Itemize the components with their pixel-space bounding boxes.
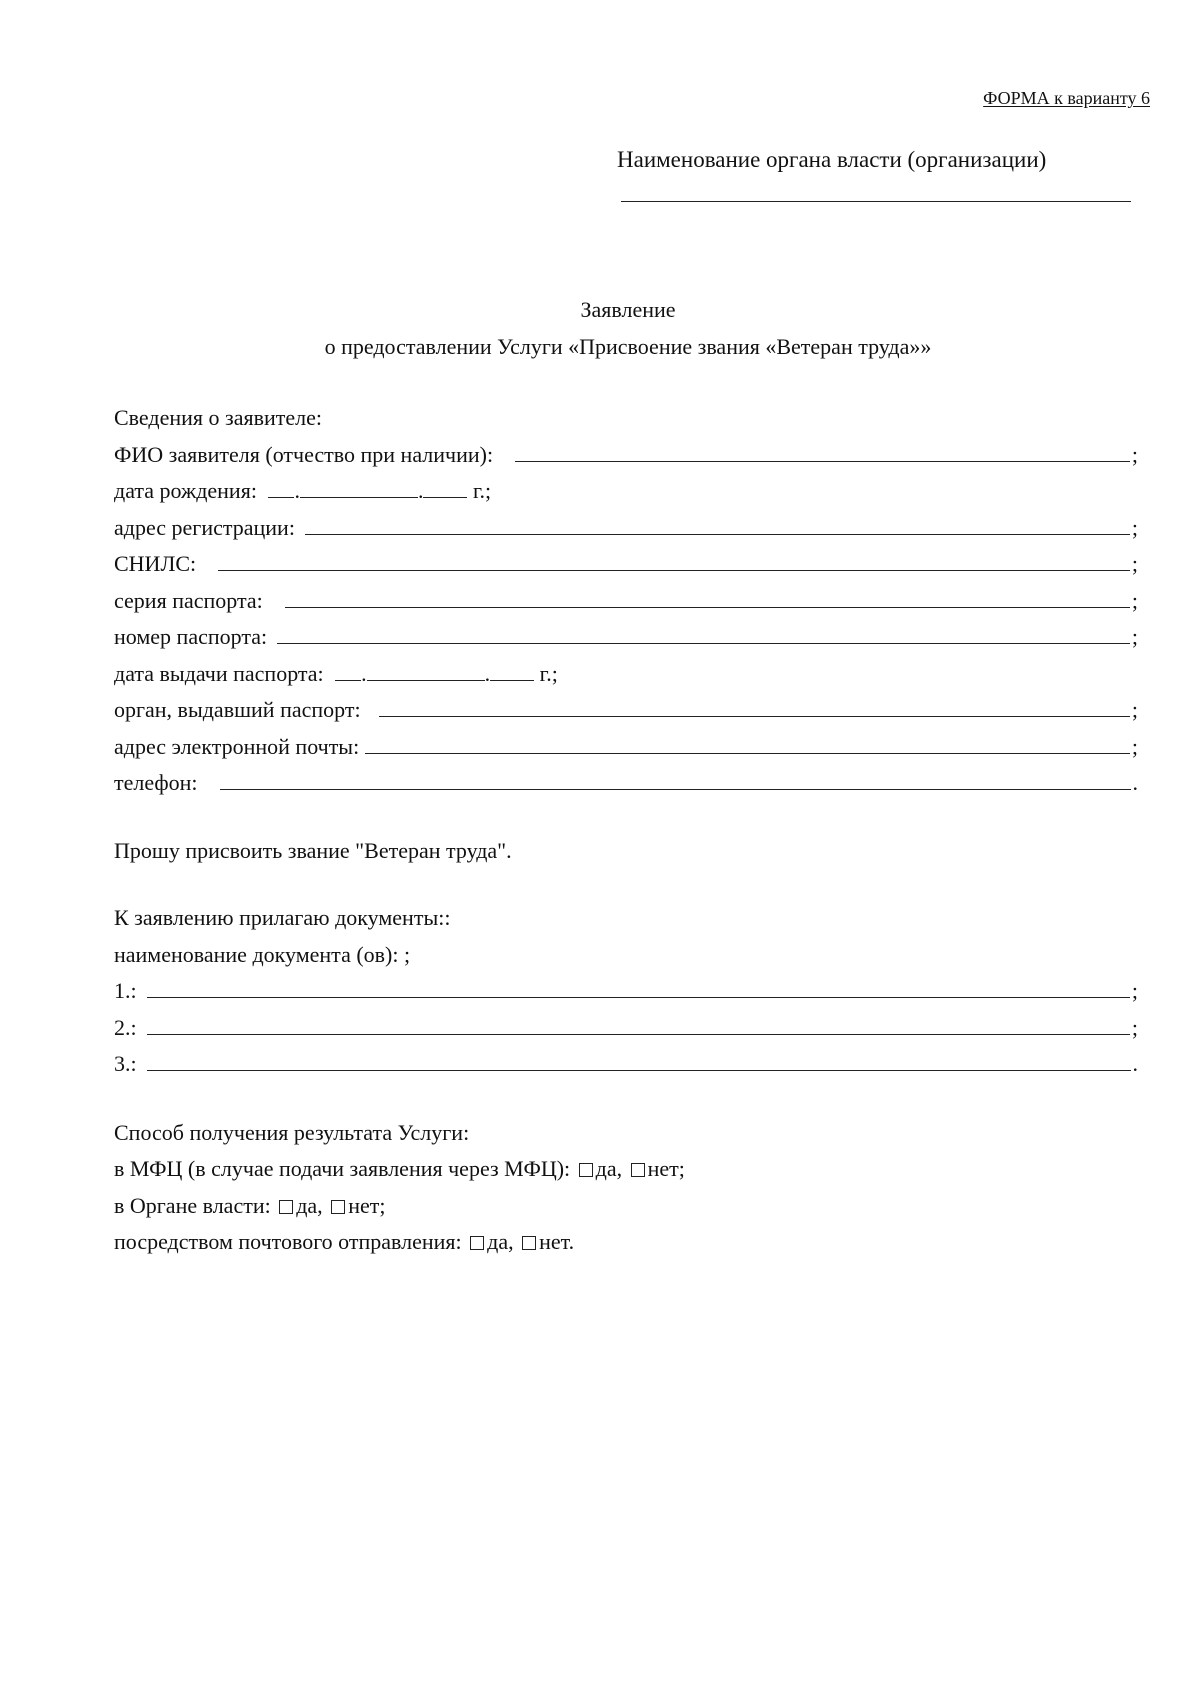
passport-year-suffix: г.; bbox=[539, 660, 558, 686]
fio-end: ; bbox=[1131, 441, 1138, 467]
phone-row bbox=[114, 765, 1138, 802]
result-post-label: посредством почтового отправления: bbox=[114, 1229, 462, 1254]
address-row bbox=[114, 510, 1138, 547]
document-row-2 bbox=[114, 1010, 1138, 1047]
passport-series-end: ; bbox=[1131, 587, 1138, 613]
request-text: Прошу присвоить звание "Ветеран труда". bbox=[114, 837, 512, 863]
result-mfc-row bbox=[114, 1151, 1138, 1188]
form-reference: ФОРМА к варианту 6 bbox=[983, 88, 1150, 108]
address-label: адрес регистрации: bbox=[114, 514, 295, 540]
birth-date-row bbox=[114, 473, 1138, 510]
date-separator: . bbox=[484, 660, 491, 686]
document-end-1: ; bbox=[1131, 978, 1138, 1003]
passport-issuer-label: орган, выдавший паспорт: bbox=[114, 697, 361, 722]
documents-name-label: наименование документа (ов): ; bbox=[114, 941, 411, 967]
authority-no-label: нет; bbox=[348, 1192, 386, 1218]
birth-year-field[interactable] bbox=[423, 477, 467, 498]
document-row-1 bbox=[114, 973, 1138, 1010]
result-authority-label: в Органе власти: bbox=[114, 1192, 271, 1218]
passport-issuer-end: ; bbox=[1131, 697, 1138, 722]
mfc-no-checkbox[interactable] bbox=[631, 1163, 645, 1177]
result-authority-row bbox=[114, 1188, 1138, 1225]
snils-row bbox=[114, 546, 1138, 583]
phone-label: телефон: bbox=[114, 770, 198, 795]
document-field-2[interactable] bbox=[147, 1014, 1130, 1035]
birth-year-suffix: г.; bbox=[472, 478, 492, 503]
fio-row bbox=[114, 437, 1138, 474]
email-end: ; bbox=[1131, 733, 1138, 759]
passport-series-label: серия паспорта: bbox=[114, 587, 263, 613]
document-number-2: 2.: bbox=[114, 1014, 137, 1040]
snils-label: СНИЛС: bbox=[114, 551, 197, 576]
authority-yes-checkbox[interactable] bbox=[279, 1200, 293, 1214]
spacer bbox=[114, 802, 1138, 833]
organization-block bbox=[617, 145, 1127, 202]
phone-field[interactable] bbox=[220, 769, 1131, 790]
post-no-label: нет. bbox=[539, 1229, 575, 1254]
email-row bbox=[114, 729, 1138, 766]
passport-day-field[interactable] bbox=[335, 660, 361, 681]
fio-label: ФИО заявителя (отчество при наличии): bbox=[114, 441, 494, 467]
passport-year-field[interactable] bbox=[490, 660, 534, 681]
email-field[interactable] bbox=[365, 733, 1130, 754]
address-end: ; bbox=[1131, 514, 1138, 540]
result-post-row bbox=[114, 1224, 1138, 1261]
birth-month-field[interactable] bbox=[300, 477, 418, 498]
passport-date-label: дата выдачи паспорта: bbox=[114, 660, 324, 686]
snils-end: ; bbox=[1131, 551, 1138, 576]
title-line-1: Заявление bbox=[580, 297, 676, 322]
spacer bbox=[114, 869, 1138, 900]
date-separator: . bbox=[417, 478, 424, 503]
passport-number-label: номер паспорта: bbox=[114, 624, 268, 649]
date-separator: . bbox=[361, 660, 367, 686]
document-number-1: 1.: bbox=[114, 978, 137, 1003]
post-yes-checkbox[interactable] bbox=[470, 1236, 484, 1250]
documents-heading: К заявлению прилагаю документы:: bbox=[114, 905, 451, 930]
post-no-checkbox[interactable] bbox=[522, 1236, 536, 1250]
authority-no-checkbox[interactable] bbox=[331, 1200, 345, 1214]
snils-field[interactable] bbox=[218, 550, 1130, 571]
passport-number-row bbox=[114, 619, 1138, 656]
document-field-3[interactable] bbox=[147, 1050, 1131, 1071]
passport-issuer-row bbox=[114, 692, 1138, 729]
organization-name-field[interactable] bbox=[621, 201, 1131, 202]
mfc-no-label: нет; bbox=[647, 1156, 685, 1181]
spacer bbox=[114, 1083, 1138, 1115]
organization-label: Наименование органа власти (организации) bbox=[617, 147, 1047, 172]
date-separator: . bbox=[294, 478, 300, 503]
mfc-yes-checkbox[interactable] bbox=[579, 1163, 593, 1177]
document-field-1[interactable] bbox=[147, 977, 1130, 998]
document-number-3: 3.: bbox=[114, 1051, 137, 1076]
applicant-heading: Сведения о заявителе: bbox=[114, 405, 323, 430]
title-line-2: о предоставлении Услуги «Присвоение звания «Ветеран труда»» bbox=[324, 334, 932, 359]
result-heading: Способ получения результата Услуги: bbox=[114, 1119, 470, 1145]
birth-date-label: дата рождения: bbox=[114, 478, 257, 503]
passport-issuer-field[interactable] bbox=[379, 696, 1130, 717]
result-mfc-label: в МФЦ (в случае подачи заявления через МФЦ): bbox=[114, 1156, 571, 1181]
passport-series-row bbox=[114, 583, 1138, 620]
post-yes-label: да, bbox=[487, 1229, 514, 1254]
passport-month-field[interactable] bbox=[367, 660, 485, 681]
fio-field[interactable] bbox=[515, 441, 1130, 462]
email-label: адрес электронной почты: bbox=[114, 733, 360, 759]
authority-yes-label: да, bbox=[296, 1192, 323, 1218]
address-field[interactable] bbox=[305, 514, 1130, 535]
document-title bbox=[0, 291, 1200, 365]
document-end-3: . bbox=[1132, 1051, 1138, 1076]
mfc-yes-label: да, bbox=[595, 1156, 623, 1181]
passport-number-end: ; bbox=[1131, 624, 1138, 649]
passport-date-row bbox=[114, 656, 1138, 693]
phone-end: . bbox=[1132, 770, 1138, 795]
birth-day-field[interactable] bbox=[268, 477, 294, 498]
form-body bbox=[114, 400, 1138, 1261]
document-row-3 bbox=[114, 1046, 1138, 1083]
passport-number-field[interactable] bbox=[277, 623, 1130, 644]
document-end-2: ; bbox=[1131, 1014, 1138, 1040]
passport-series-field[interactable] bbox=[285, 587, 1130, 608]
